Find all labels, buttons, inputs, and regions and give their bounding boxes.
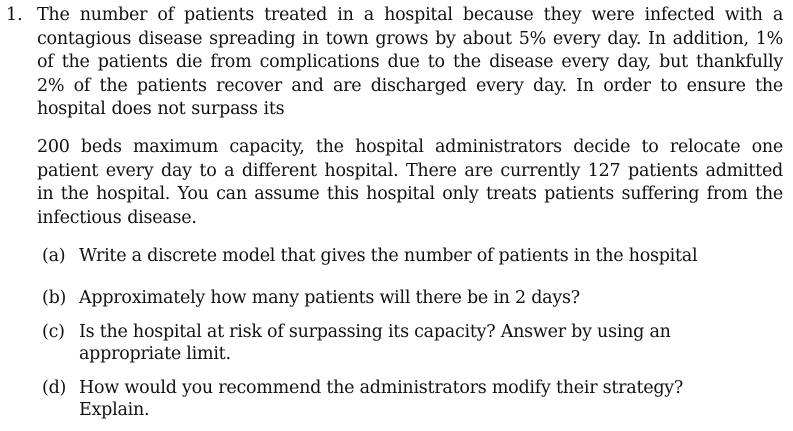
part-d-label: (d): [42, 378, 67, 398]
part-c-label: (c): [42, 322, 65, 342]
part-c-text: Is the hospital at risk of surpassing its capacity? Answer by using an appropriate limit.: [79, 322, 671, 364]
part-b-label: (b): [42, 288, 67, 308]
problem-continuation-paragraph: 200 beds maximum capacity, the hospital administrators decide to relocate one patient every day to a different hospital. There are currently 127 patients admitted in the hospital. You can assume this hospital only treats patients suffering from the infectious disease.: [37, 137, 783, 228]
part-a-text: Write a discrete model that gives the number of patients in the hospital: [79, 246, 698, 266]
part-b-text: Approximately how many patients will there be in 2 days?: [79, 288, 580, 308]
part-a-label: (a): [42, 246, 66, 266]
part-d-text: How would you recommend the administrators modify their strategy? Explain.: [79, 378, 684, 420]
problem-number: 1.: [6, 5, 23, 25]
problem-intro-paragraph: The number of patients treated in a hospital because they were infected with a contagious disease spreading in town grows by about 5% every day. In addition, 1% of the patients die from complications due to the disease every day, but thankfully 2% of the patients recover and are discharged every day. In order to ensure the hospital does not surpass its: [37, 5, 783, 119]
